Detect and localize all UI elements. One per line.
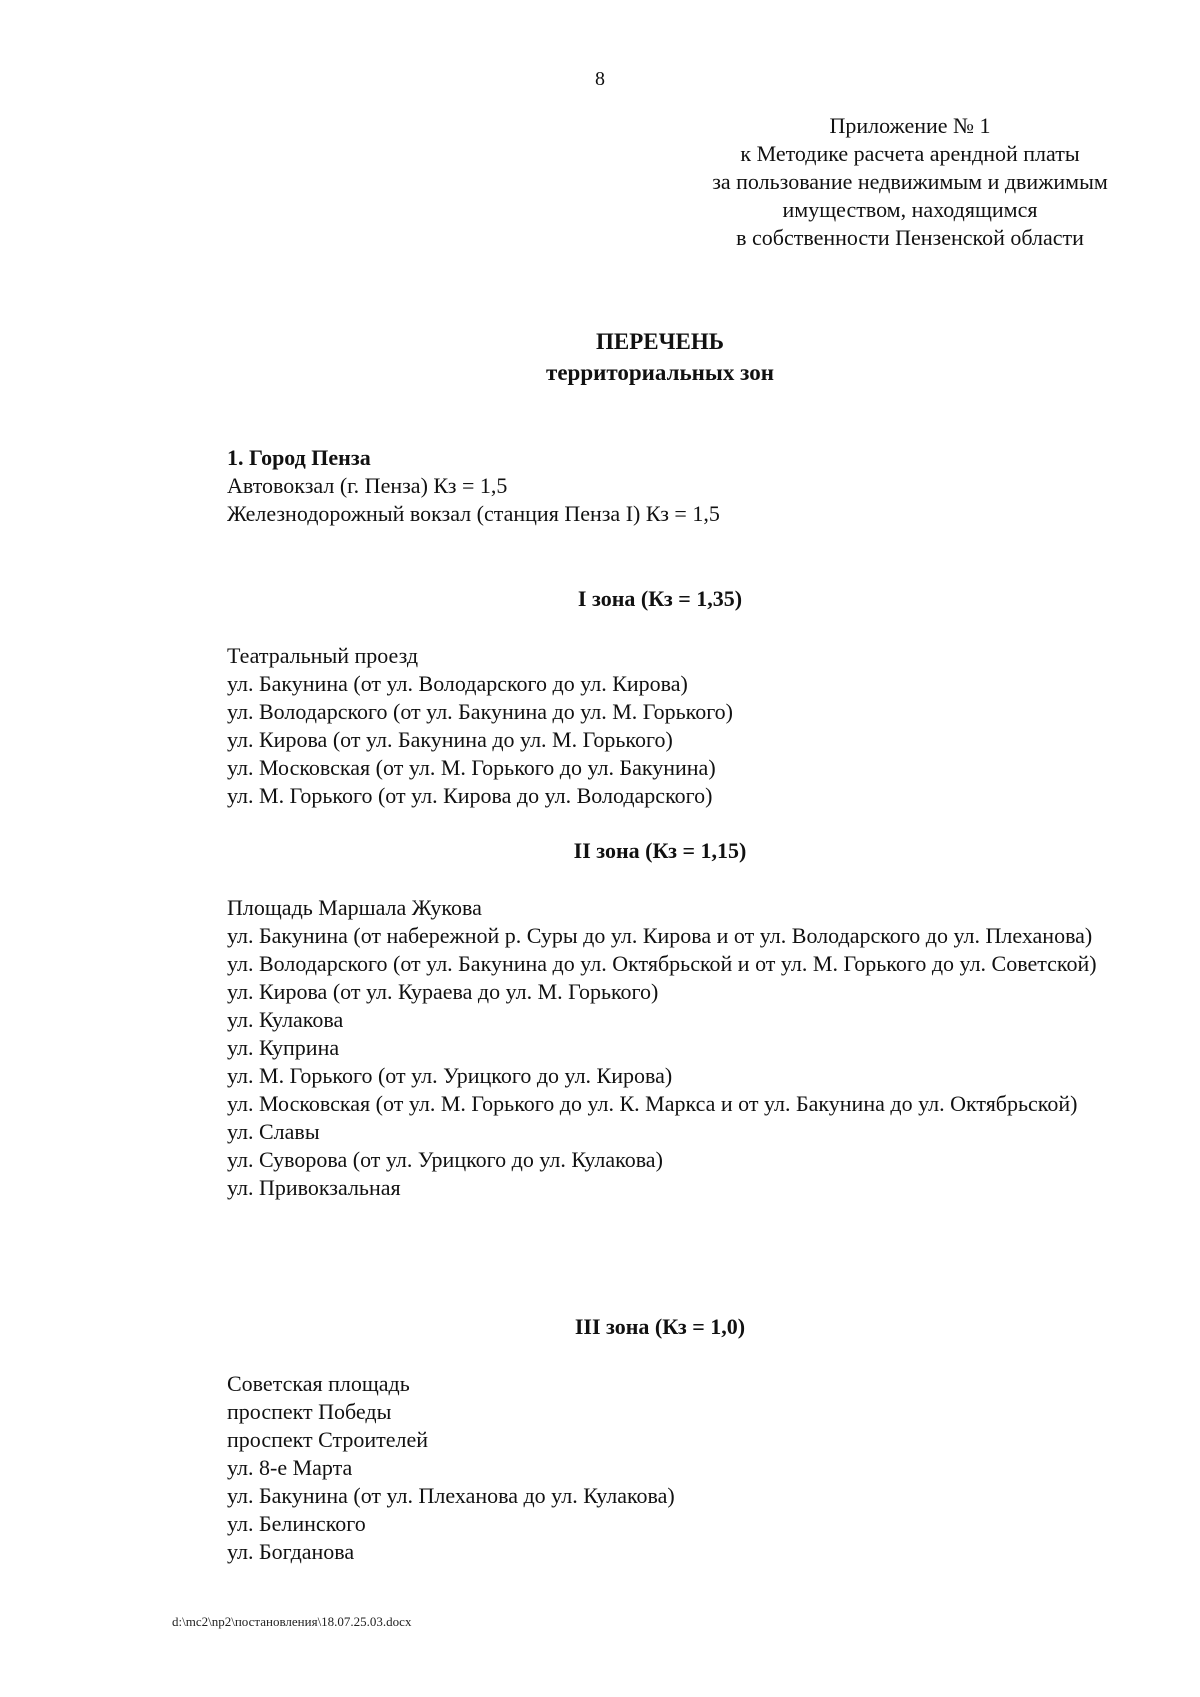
list-item: ул. Куприна <box>227 1035 340 1060</box>
list-item: ул. Белинского <box>227 1511 366 1536</box>
list-item: Советская площадь <box>227 1371 410 1396</box>
list-item: Площадь Маршала Жукова <box>227 895 482 920</box>
intro-line: Железнодорожный вокзал (станция Пенза I) Кз = 1,5 <box>227 501 720 526</box>
document-title <box>0 326 1200 388</box>
section-heading: 1. Город Пенза <box>227 445 371 470</box>
title-line-2: территориальных зон <box>546 360 774 385</box>
zone-2-heading: II зона (Кз = 1,15) <box>573 838 747 863</box>
zone-3-list <box>172 1370 1150 1566</box>
list-item: ул. Бакунина (от ул. Плеханова до ул. Кулакова) <box>227 1483 675 1508</box>
list-item: проспект Победы <box>227 1399 392 1424</box>
list-item: ул. Бакунина (от набережной р. Суры до ул. Кирова и от ул. Володарского до ул. Плеханова) <box>227 923 1093 948</box>
list-item: ул. Кулакова <box>227 1007 344 1032</box>
appendix-line: в собственности Пензенской области <box>736 225 1084 250</box>
list-item: ул. Богданова <box>227 1539 355 1564</box>
list-item: ул. Московская (от ул. М. Горького до ул. К. Маркса и от ул. Бакунина до ул. Октябрьской) <box>227 1091 1078 1116</box>
list-item: Театральный проезд <box>227 643 419 668</box>
zone-1-heading: I зона (Кз = 1,35) <box>577 586 743 611</box>
zone-3-heading: III зона (Кз = 1,0) <box>574 1314 746 1339</box>
appendix-line: к Методике расчета арендной платы <box>740 141 1080 166</box>
zone-1-list <box>172 642 1150 810</box>
appendix-line: за пользование недвижимым и движимым <box>712 169 1108 194</box>
intro-line: Автовокзал (г. Пенза) Кз = 1,5 <box>227 473 508 498</box>
list-item: ул. 8-е Марта <box>227 1455 353 1480</box>
list-item: ул. М. Горького (от ул. Урицкого до ул. Кирова) <box>227 1063 673 1088</box>
title-line-1: ПЕРЕЧЕНЬ <box>596 329 724 354</box>
list-item: ул. Володарского (от ул. Бакунина до ул. Октябрьской и от ул. М. Горького до ул. Советской) <box>227 951 1097 976</box>
page-number: 8 <box>595 68 605 90</box>
appendix-line: имуществом, находящимся <box>782 197 1038 222</box>
list-item: ул. Володарского (от ул. Бакунина до ул. М. Горького) <box>227 699 733 724</box>
list-item: ул. Бакунина (от ул. Володарского до ул. Кирова) <box>227 671 688 696</box>
appendix-header <box>690 112 1130 252</box>
list-item: ул. Московская (от ул. М. Горького до ул. Бакунина) <box>227 755 716 780</box>
list-item: ул. Кирова (от ул. Кураева до ул. М. Горького) <box>227 979 659 1004</box>
footer-file-path: d:\mc2\np2\постановления\18.07.25.03.docx <box>172 1614 412 1629</box>
list-item: проспект Строителей <box>227 1427 429 1452</box>
list-item: ул. Славы <box>227 1119 320 1144</box>
list-item: ул. М. Горького (от ул. Кирова до ул. Володарского) <box>227 783 713 808</box>
list-item: ул. Привокзальная <box>227 1175 401 1200</box>
section-intro <box>172 472 1150 528</box>
zone-2-list <box>172 894 1150 1202</box>
appendix-line: Приложение № 1 <box>829 113 991 138</box>
list-item: ул. Суворова (от ул. Урицкого до ул. Кулакова) <box>227 1147 663 1172</box>
list-item: ул. Кирова (от ул. Бакунина до ул. М. Горького) <box>227 727 673 752</box>
